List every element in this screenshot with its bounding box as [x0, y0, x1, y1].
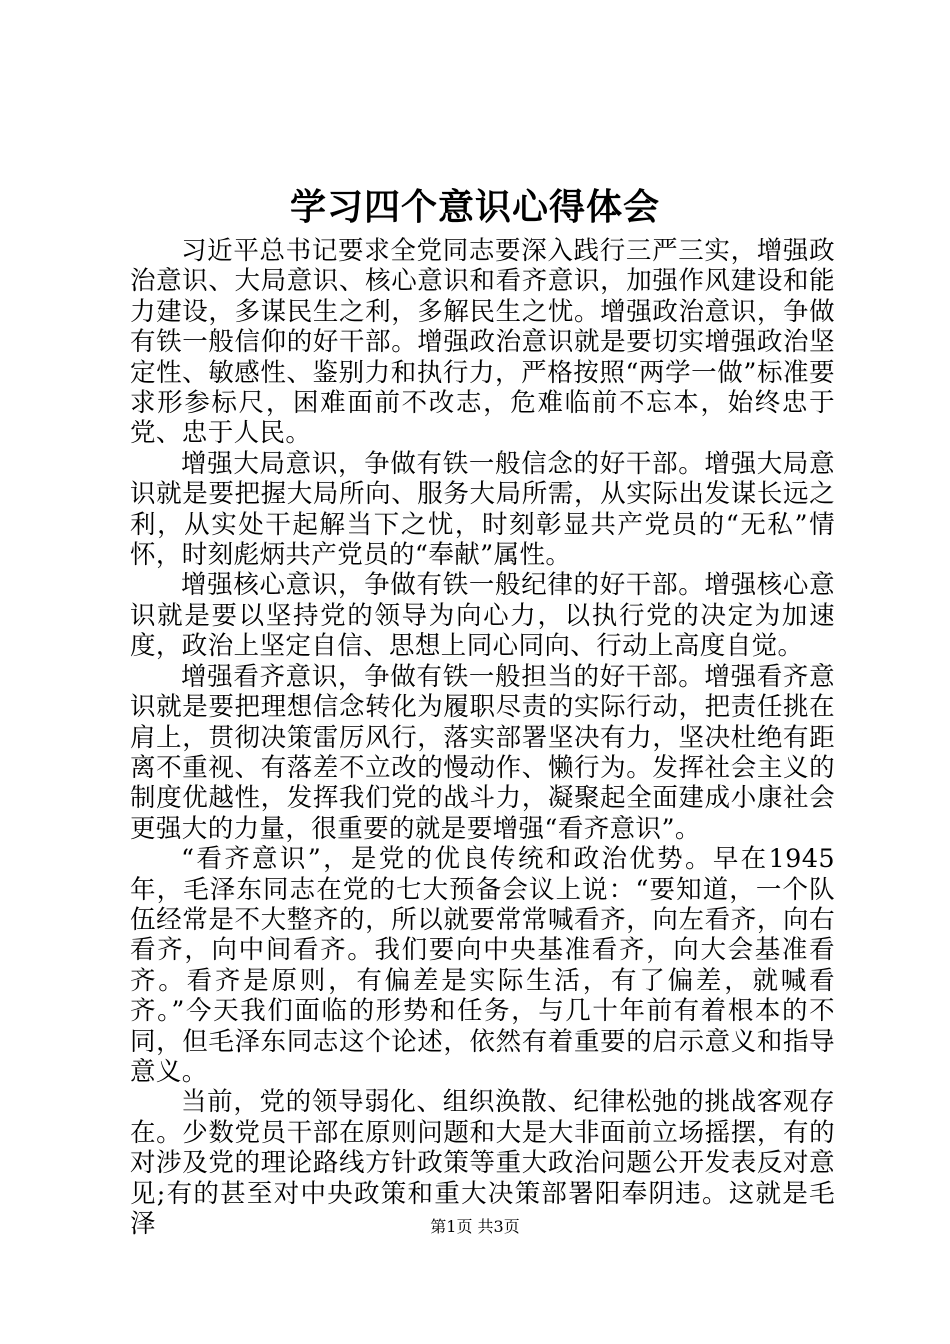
paragraph: 当前，党的领导弱化、组织涣散、纪律松弛的挑战客观存在。少数党员干部在原则问题和大是大非面前立场摇摆，有的对涉及党的理论路线方针政策等重大政治问题公开发表反对意见;有的甚至对中央政策和重大决策部署阳奉阴违。这就是毛泽 [130, 1087, 835, 1239]
page-number-footer: 第1页 共3页 [430, 1217, 520, 1236]
document-body [130, 236, 835, 1239]
paragraph: 增强看齐意识，争做有铁一般担当的好干部。增强看齐意识就是要把理想信念转化为履职尽责的实际行动，把责任挑在肩上，贯彻决策雷厉风行，落实部署坚决有力，坚决杜绝有距离不重视、有落差不立改的慢动作、懒行为。发挥社会主义的制度优越性，发挥我们党的战斗力，凝聚起全面建成小康社会更强大的力量，很重要的就是要增强“看齐意识”。 [130, 661, 835, 844]
paragraph: 增强大局意识，争做有铁一般信念的好干部。增强大局意识就是要把握大局所向、服务大局所需，从实际出发谋长远之利，从实处干起解当下之忧，时刻彰显共产党员的“无私”情怀，时刻彪炳共产党员的“奉献”属性。 [130, 448, 835, 571]
document-title: 学习四个意识心得体会 [289, 186, 660, 228]
paragraph: 增强核心意识，争做有铁一般纪律的好干部。增强核心意识就是要以坚持党的领导为向心力，以执行党的决定为加速度，政治上坚定自信、思想上同心同向、行动上高度自觉。 [130, 570, 835, 662]
paragraph: 习近平总书记要求全党同志要深入践行三严三实，增强政治意识、大局意识、核心意识和看齐意识，加强作风建设和能力建设，多谋民生之利，多解民生之忧。增强政治意识，争做有铁一般信仰的好干部。增强政治意识就是要切实增强政治坚定性、敏感性、鉴别力和执行力，严格按照“两学一做”标准要求形参标尺，困难面前不改志，危难临前不忘本，始终忠于党、忠于人民。 [130, 236, 835, 449]
paragraph: “看齐意识”，是党的优良传统和政治优势。早在1945年，毛泽东同志在党的七大预备会议上说：“要知道，一个队伍经常是不大整齐的，所以就要常常喊看齐，向左看齐，向右看齐，向中间看齐。我们要向中央基准看齐，向大会基准看齐。看齐是原则，有偏差是实际生活，有了偏差，就喊看齐。”今天我们面临的形势和任务，与几十年前有着根本的不同，但毛泽东同志这个论述，依然有着重要的启示意义和指导意义。 [130, 844, 835, 1087]
